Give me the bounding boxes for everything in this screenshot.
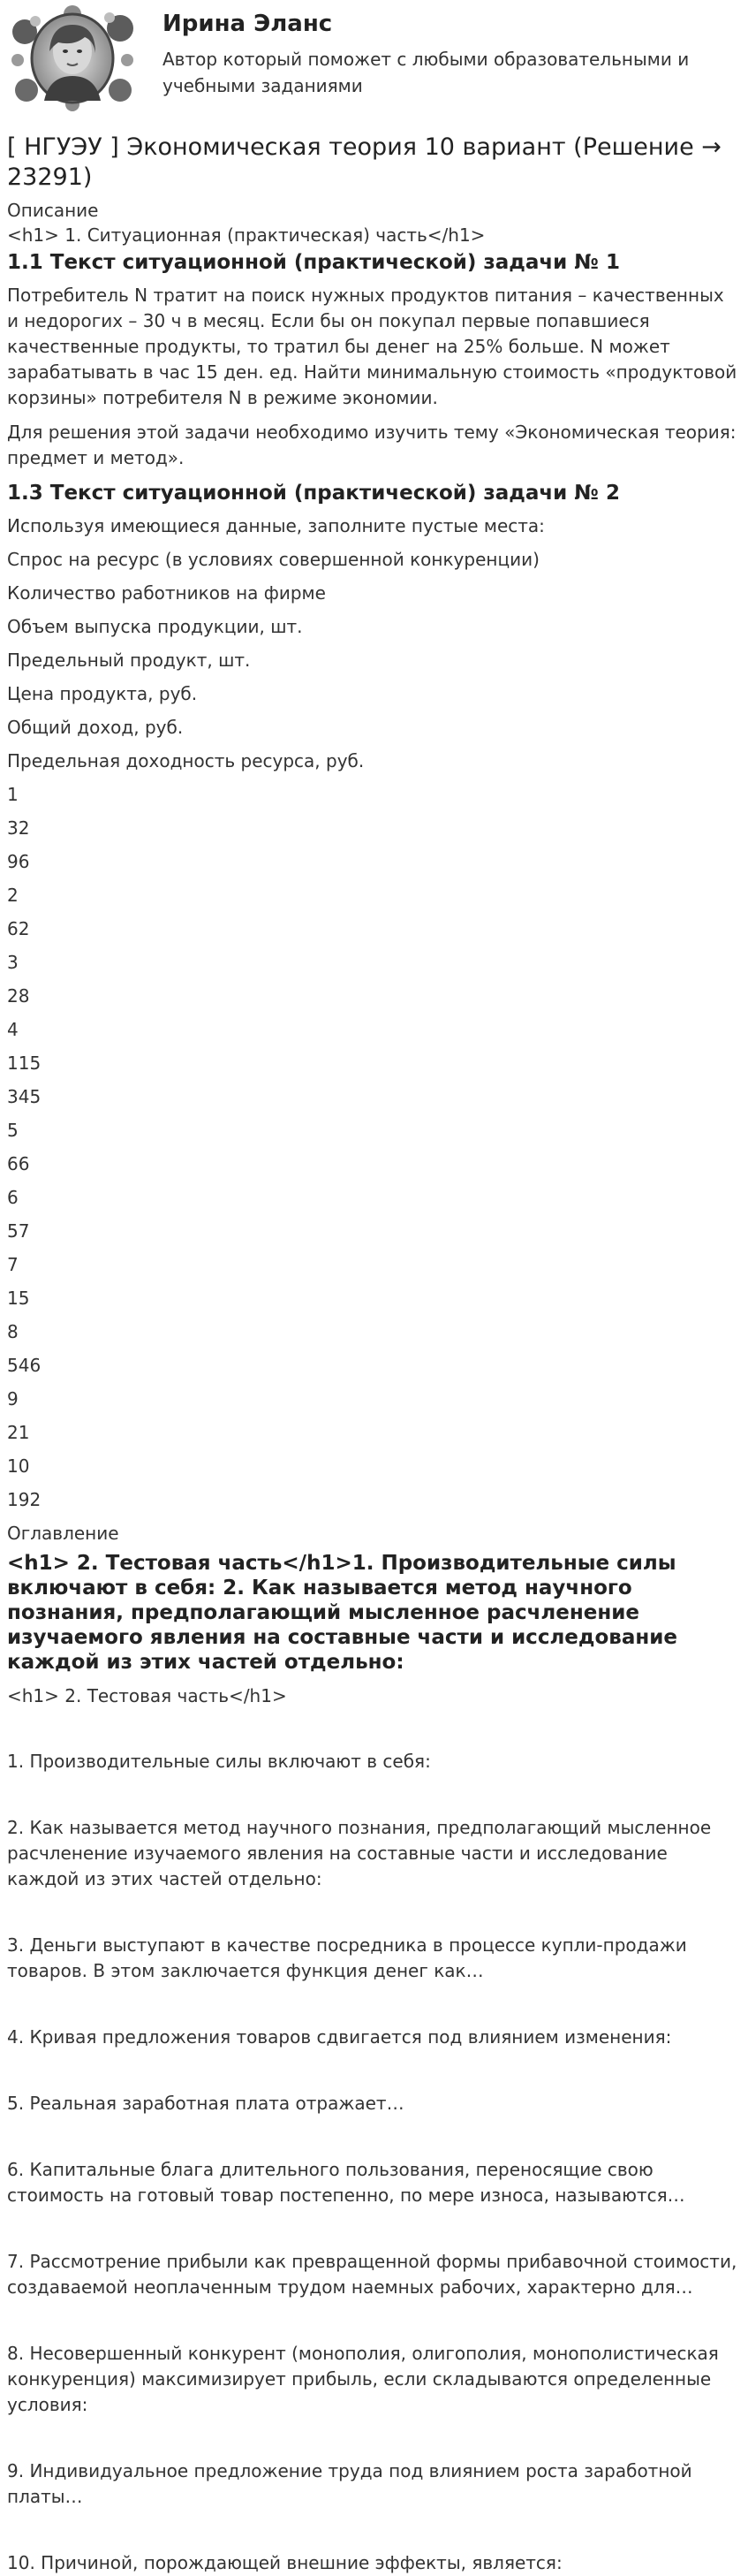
section-1-text: Потребитель N тратит на поиск нужных продуктов питания – качественных и недорогих – 30 ч в месяц. Если бы он покупал первые попавшиеся качественные продукты, то тратил бы денег на 25% больше. N может зарабатывать в час 15 ден. ед. Найти минимальную стоимость «продуктовой корзины» потребителя N в режиме экономии. (7, 285, 737, 408)
description-label: Описание (7, 200, 99, 221)
question-item: 5. Реальная заработная плата отражает… (7, 2093, 404, 2114)
section-2-line: Предельная доходность ресурса, руб. (7, 750, 365, 771)
section-2-line: Спрос на ресурс (в условиях совершенной конкуренции) (7, 549, 540, 570)
table-value: 28 (7, 985, 30, 1007)
section-2-line: Предельный продукт, шт. (7, 650, 251, 671)
table-value: 9 (7, 1388, 19, 1410)
table-value: 32 (7, 817, 30, 839)
table-value: 1 (7, 784, 19, 805)
question-item: 3. Деньги выступают в качестве посредника в процессе купли-продажи товаров. В этом заключается функция денег как… (7, 1934, 687, 1981)
table-value: 57 (7, 1220, 30, 1242)
author-info (162, 5, 692, 99)
table-value: 7 (7, 1254, 19, 1275)
table-value: 96 (7, 851, 30, 872)
table-value: 6 (7, 1187, 19, 1208)
toc-label: Оглавление (7, 1523, 119, 1544)
section-2-title: 1.3 Текст ситуационной (практической) задачи № 2 (7, 482, 620, 505)
table-value: 546 (7, 1355, 42, 1376)
table-value: 21 (7, 1422, 30, 1443)
question-item: 10. Причиной, порождающей внешние эффекты, является: (7, 2552, 563, 2573)
table-values (7, 782, 741, 1512)
section-2-line: Используя имеющиеся данные, заполните пустые места: (7, 515, 545, 536)
table-value: 345 (7, 1086, 42, 1107)
question-item: 7. Рассмотрение прибыли как превращенной формы прибавочной стоимости, создаваемой неоплаченным трудом наемных рабочих, характерно для… (7, 2251, 737, 2298)
table-value: 2 (7, 885, 19, 906)
section-2-line: Цена продукта, руб. (7, 683, 198, 704)
question-item: 2. Как называется метод научного познания, предполагающий мысленное расчленение изучаемого явления на составные части и исследование каждой из этих частей отдельно: (7, 1817, 712, 1889)
table-value: 5 (7, 1120, 19, 1141)
question-list (7, 1708, 741, 2576)
question-item: 6. Капитальные блага длительного пользования, переносящие свою стоимость на готовый товар постепенно, по мере износа, называются… (7, 2159, 685, 2206)
table-value: 10 (7, 1455, 30, 1477)
table-value: 8 (7, 1321, 19, 1342)
table-value: 3 (7, 952, 19, 973)
question-item: 4. Кривая предложения товаров сдвигается под влиянием изменения: (7, 2026, 672, 2048)
author-description: Автор который поможет с любыми образовательными и учебными заданиями (162, 49, 690, 96)
table-value: 192 (7, 1489, 42, 1510)
table-value: 62 (7, 918, 30, 939)
section-2-line: Количество работников на фирме (7, 582, 326, 604)
document-title: [ НГУЭУ ] Экономическая теория 10 вариант (Решение → 23291) (7, 133, 722, 191)
question-item: 9. Индивидуальное предложение труда под влиянием роста заработной платы… (7, 2460, 692, 2507)
section-2-line: Общий доход, руб. (7, 717, 184, 738)
author-avatar (9, 5, 136, 111)
question-item: 8. Несовершенный конкурент (монополия, олигополия, монополистическая конкуренция) максимизирует прибыль, если складываются определенные условия: (7, 2343, 719, 2415)
section-2-line: Объем выпуска продукции, шт. (7, 616, 303, 637)
author-card (7, 0, 741, 129)
raw-heading-2: <h1> 2. Тестовая часть</h1> (7, 1685, 287, 1706)
raw-heading-1: <h1> 1. Ситуационная (практическая) часть</h1> (7, 224, 486, 246)
table-value: 4 (7, 1019, 19, 1040)
section-1-note: Для решения этой задачи необходимо изучить тему «Экономическая теория: предмет и метод». (7, 422, 737, 468)
table-value: 115 (7, 1052, 42, 1074)
author-name[interactable]: Ирина Эланс (162, 11, 333, 37)
toc-heading: <h1> 2. Тестовая часть</h1>1. Производительные силы включают в себя: 2. Как называется метод научного познания, предполагающий мысленное расчленение изучаемого явления на составные части и исследование каждой из этих частей отдельно: (7, 1552, 677, 1674)
table-value: 66 (7, 1153, 30, 1174)
section-1-title: 1.1 Текст ситуационной (практической) задачи № 1 (7, 251, 620, 274)
section-2-lines (7, 513, 741, 773)
question-item: 1. Производительные силы включают в себя: (7, 1751, 431, 1772)
table-value: 15 (7, 1288, 30, 1309)
